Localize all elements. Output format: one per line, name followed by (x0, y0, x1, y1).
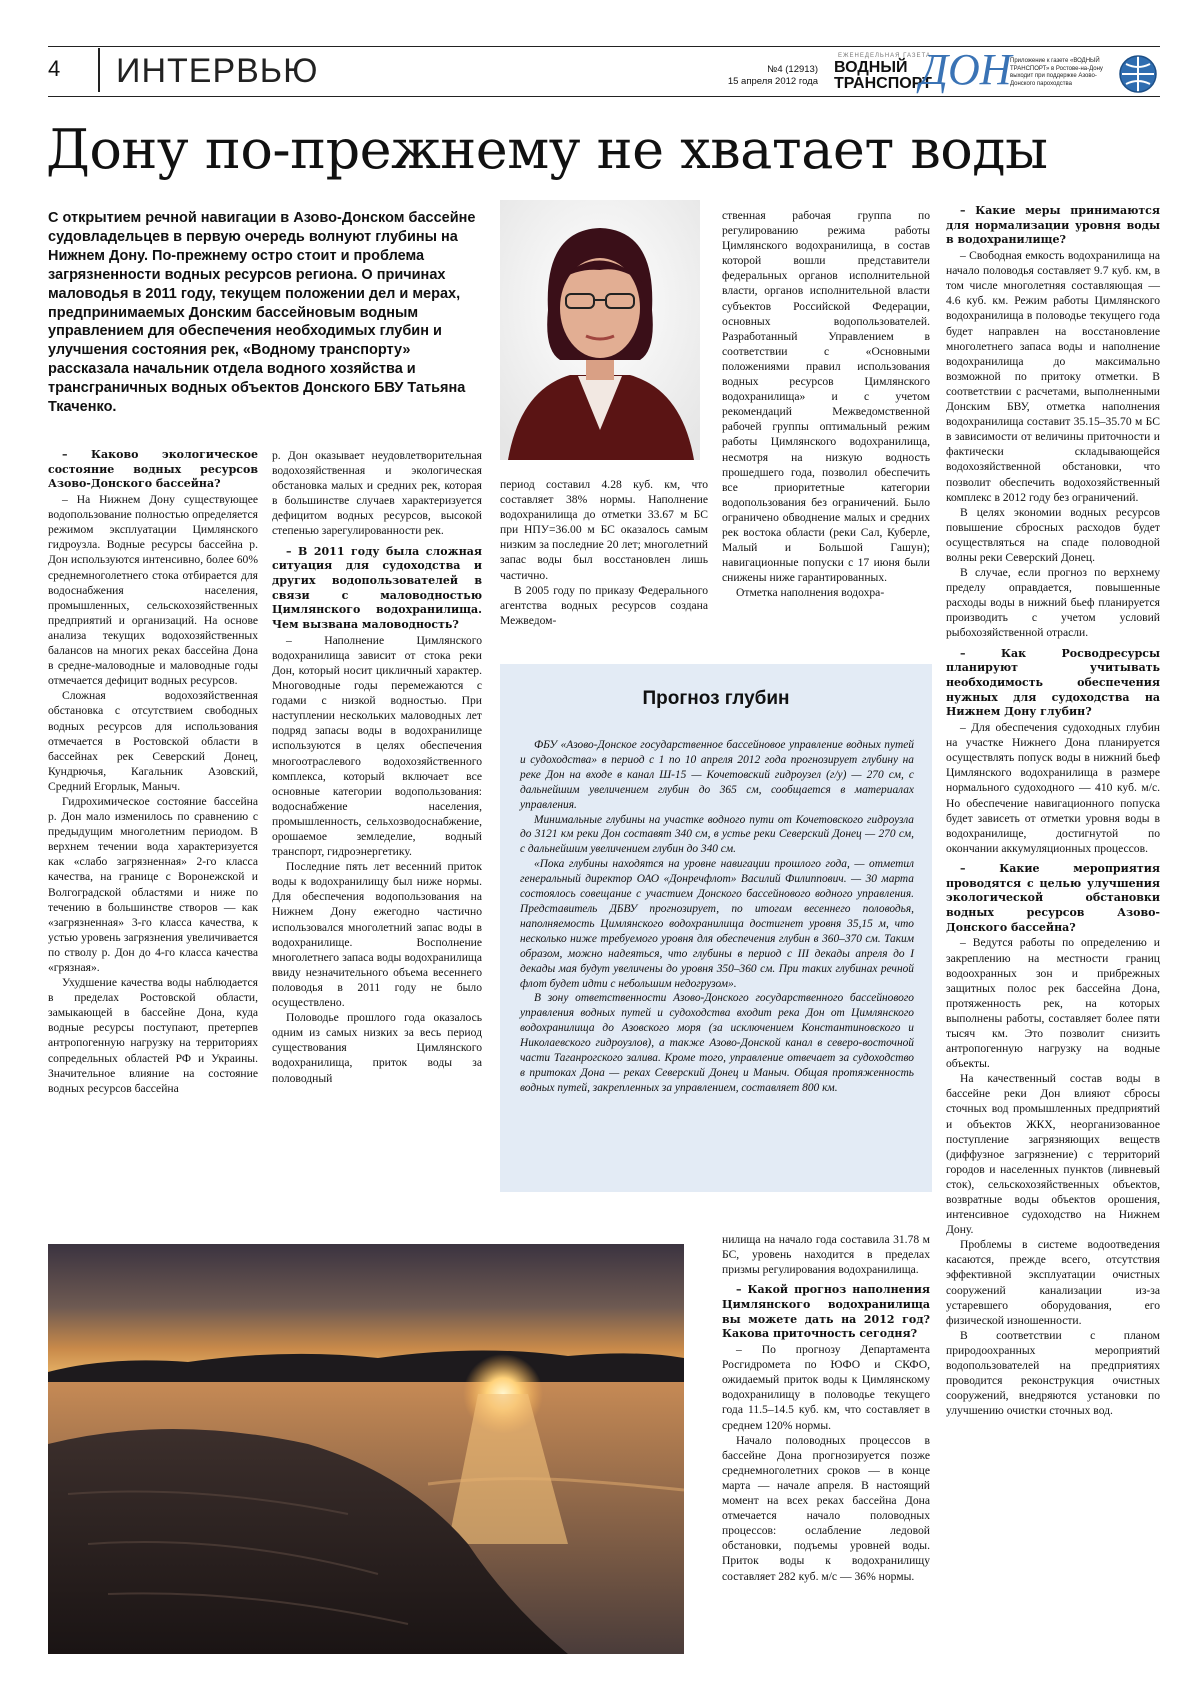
article-column-4 (722, 208, 930, 600)
logo-note: Приложение к газете «ВОДНЫЙ ТРАНСПОРТ» в Ростове-на-Дону выходит при поддержке Азово-Донского пароходства (1010, 58, 1103, 87)
logo-don: ДОН (920, 45, 1012, 94)
rubric-divider (98, 48, 100, 92)
paragraph: Половодье прошлого года оказалось одним из самых низких за весь период существования Цимлянского водохранилища, приток воды за половодный (272, 1011, 482, 1085)
sidebar-body (520, 738, 914, 1096)
globe-anchor-icon (1118, 54, 1158, 94)
article-column-5 (946, 204, 1160, 1418)
sidebar-paragraph: «Пока глубины находятся на уровне навигации прошлого года, — отметил генеральный директор ОАО «Донречфлот» Василий Филиппович. — 30 марта состоялось совещание с участием Донского бассейнового водного управления. Представитель ДБВУ прогнозирует, по итогам весеннего половодья, наполняемость Цимлянского водохранилища достигнет уровня 35,15 м, что несколько ниже требуемого уровня для обеспечения глубин в 360–370 см. Таким образом, можно надеяться, что глубины в период с III декады апреля до I декады мая будут увеличены до уровня 350–360 см. При таких глубинах речной флот будет идти с небольшим недогрузом». (520, 858, 914, 990)
paragraph: Сложная водохозяйственная обстановка с отсутствием свободных водных ресурсов для использования отмечается в Ростовской области в бассейнах рек Северский Донец, Кундрючья, Кагальник Азовский, Средний Егорлык, Маныч. (48, 689, 258, 793)
paragraph: В соответствии с планом природоохранных мероприятий водопользователей на предприятиях проводится реконструкция очистных сооружений, внедряются установки по улучшению очистки сточных вод. (946, 1328, 1160, 1418)
headline: Дону по-прежнему не хватает воды (46, 118, 1048, 181)
issue-date: 15 апреля 2012 года (727, 76, 818, 87)
paragraph: – Ведутся работы по определению и закреплению на местности границ водоохранных зон и прибрежных защитных полос рек бассейна Дона, протяженность рек, на которых выполнены работы, составляет более пяти тысяч км. Это позволит снизить антропогенную нагрузку на водные объекты. (946, 936, 1160, 1071)
paragraph: период составил 4.28 куб. км, что составляет 38% нормы. Наполнение водохранилища до отметки 33.67 м БС при НПУ=36.00 м БС оказалось самым низким за последние 20 лет; многолетний запас воды был восстановлен лишь частично. (500, 478, 708, 582)
logo-tagline: ЕЖЕНЕДЕЛЬНАЯ ГАЗЕТА (838, 53, 932, 59)
lead-paragraph: С открытием речной навигации в Азово-Донском бассейне судовладельцев в первую очередь волнуют глубины на Нижнем Дону. По-прежнему остро стоит и проблема загрязненности водных ресурсов региона. О причинах маловодья в 2011 году, текущем положении дел и мерах, предпринимаемых Донским бассейновым водным управлением для обеспечения необходимых глубин и улучшения состояния рек, «Водному транспорту» рассказала начальник отдела водного хозяйства и трансграничных водных объектов Донского БВУ Татьяна Ткаченко. (48, 210, 476, 416)
paragraph: Ухудшение качества воды наблюдается в пределах Ростовской области, замыкающей в бассейне Дона, куда водные ресурсы поступают, претерпев антропогенную нагрузку на территориях сопредельных областей РФ и Украины. Значительное влияние на состояние водных ресурсов бассейна (48, 976, 258, 1095)
header-bottom-rule (48, 96, 1160, 97)
sidebar-title: Прогноз глубин (642, 688, 790, 709)
sidebar-paragraph: В зону ответственности Азово-Донского государственного бассейнового управления водных путей и судоходства входит река Дон от Цимлянского водохранилища до Азовского моря (за исключением Константиновского и Николаевского гидроузлов), а также Азово-Донской канал в северо-восточной части Таганрогского залива. Кроме того, управление отвечает за судоходство в притоках Дона — реках Северский Донец и Маныч. Общая протяженность водных путей, закрепленных за управлением, составляет 800 км. (520, 992, 914, 1094)
article-column-1 (48, 448, 258, 1096)
question-1: – Каково экологическое состояние водных ресурсов Азово-Донского бассейна? (48, 448, 258, 491)
paragraph: Гидрохимическое состояние бассейна р. Дон мало изменилось по сравнению с предыдущим многолетним периодом. В верхнем течении вода характеризуется как «слабо загрязненная» 2-го класса качества, на границе с Воронежской и Волгоградской областями и ниже по течению в большинстве створов — как «загрязненная» 3-го класса качества, к устью уровень загрязнения увеличивается по стволу р. Дон до 4-го класса качества «грязная». (48, 794, 258, 975)
paragraph: В целях экономии водных ресурсов повышение сбросных расходов будет осуществляться на спаде половодной волны реки Северский Донец. (946, 505, 1160, 564)
newspaper-logo (834, 60, 932, 92)
question-3: – Какой прогноз наполнения Цимлянского водохранилища вы можете дать на 2012 год? Какова приточность сегодня? (722, 1283, 930, 1341)
sidebar-paragraph: ФБУ «Азово-Донское государственное бассейновое управление водных путей и судоходства» в период с 1 по 10 апреля 2012 года прогнозирует глубину на реке Дон на входе в канал Ш-15 — Кочетовский гидроузел (г/у) — 270 см, с дальнейшим увеличением глубин до 365 см, сообщается в материалах управления. (520, 739, 914, 811)
logo-word-vodny: ВОДНЫЙ (834, 59, 908, 76)
rubric-title: ИНТЕРВЬЮ (116, 52, 319, 90)
paragraph: Проблемы в системе водоотведения касаются, прежде всего, отсутствия эффективной эксплуатации очистных сооружений канализации из-за устаревшего оборудования, его физической изношенности. (946, 1238, 1160, 1327)
issue-info (690, 64, 818, 88)
question-5: – Как Росводресурсы планируют учитывать необходимость обеспечения нужных для судоходства на Нижнем Дону глубин? (946, 646, 1160, 719)
paragraph: На качественный состав воды в бассейне реки Дон влияют сбросы сточных вод промышленных предприятий и объектов ЖКХ, неорганизованное поступление загрязняющих веществ (диффузное загрязнение) с территорий городов и населенных пунктов (ливневый сток), сельскохозяйственных объектов, возвратные воды объектов орошения, интенсивное судоходство на Нижнем Дону. (946, 1072, 1160, 1237)
article-column-2 (272, 448, 482, 1086)
paragraph: – По прогнозу Департамента Росгидромета по ЮФО и СКФО, ожидаемый приток воды к Цимлянскому водохранилищу в половодье текущего года 11.5–14.5 куб. км, что составляет в среднем 120% нормы. (722, 1343, 930, 1432)
paragraph: Начало половодных процессов в бассейне Дона прогнозируется позже среднемноголетних сроков — в конце марта — начале апреля. В настоящий момент на всех реках бассейна Дона отмечается начало половодных процессов: ослабление ледовой обстановки, подъемы уровней воды. Приток воды к водохранилищу составляет 282 куб. м/с — 36% нормы. (722, 1433, 930, 1583)
sidebar-paragraph: Минимальные глубины на участке водного пути от Кочетовского гидроузла до 3121 км реки Дон составят 340 см, в устье реки Северский Донец — 270 см, с дальнейшим увеличением глубин до 340 см. (520, 813, 914, 856)
paragraph: Отметка наполнения водохра- (736, 586, 885, 600)
paragraph: – Для обеспечения судоходных глубин на участке Нижнего Дона планируется осуществлять попуск воды в нижний бьеф Цимлянского водохранилища в размере нормального судоходного — 410 куб. м/с. Но обеспечение навигационного попуска будет зависеть от отметки уровня воды в водохранилище, достигнутой по окончании аккумуляционных процессов. (946, 721, 1160, 855)
sunset-river-photo (48, 1244, 684, 1654)
paragraph: – На Нижнем Дону существующее водопользование полностью определяется режимом эксплуатации Цимлянского гидроузла. Водные ресурсы бассейна р. Дон используются интенсивно, более 60% среднемноголетнего стока отбирается для водоснабжения населения, промышленных, сельскохозяйственных предприятий и организаций. На основе анализа текущих водохозяйственных балансов на многих реках бассейна Дона в средне-маловодные и маловодные годы отмечается дефицит водных ресурсов. (48, 493, 258, 688)
paragraph: В 2005 году по приказу Федерального агентства водных ресурсов создана Межведом- (500, 583, 708, 627)
question-2: – В 2011 году была сложная ситуация для судоходства и других водопользователей в связи с маловодностью Цимлянского водохранилища. Чем вызвана маловодность? (272, 544, 482, 632)
paragraph: Последние пять лет весенний приток воды к водохранилищу был ниже нормы. Для обеспечения водопользования на Нижнем Дону ежегодно частично использовался многолетний запас воды в водохранилище. Восполнение многолетнего запаса воды водохранилища ввиду незначительного объема весеннего половодья в 2011 году не было осуществлено. (272, 860, 482, 1010)
article-column-4-continued (722, 1232, 930, 1584)
paragraph: В случае, если прогноз по верхнему пределу оправдается, повышенные расходы воды в нижний бьеф планируется производить с учетом условий рыбохозяйственной отрасли. (946, 566, 1160, 640)
question-4: – Какие меры принимаются для нормализации уровня воды в водохранилище? (946, 204, 1160, 247)
article-column-3 (500, 477, 708, 628)
logo-word-transport: ТРАНСПОРТ (834, 75, 932, 92)
paragraph: ственная рабочая группа по регулированию режима работы Цимлянского водохранилища, в состав которой вошли представители федеральных органов исполнительной власти, органов исполнительной власти субъектов Российской Федерации, основных водопользователей. Разработанный Управлением в соответствии с «Основными положениями правил использования водных ресурсов Цимлянского водохранилища» и с учетом рекомендаций Межведомственной рабочей группы оптимальный режим работы Цимлянского водохранилища, несмотря на низкую водность прошедшего года, позволил обеспечить все приоритетные категории водопользования без ограничений. Было ограничено обводнение малых и средних рек востока области (реки Сал, Куберле, Малый и Большой Гашун); навигационные попуски с 17 июня были снижены ниже гарантированных. (722, 209, 930, 585)
paragraph: нилища на начало года составила 31.78 м БС, уровень находится в пределах призмы регулирования водохранилища. (722, 1233, 930, 1277)
interviewee-portrait (500, 200, 700, 460)
sidebar-depth-forecast (500, 664, 932, 1192)
question-6: – Какие мероприятия проводятся с целью улучшения экологической обстановки водных ресурсов Азово-Донского бассейна? (946, 861, 1160, 934)
issue-number: №4 (12913) (767, 64, 818, 75)
paragraph: – Свободная емкость водохранилища на начало половодья составляет 9.7 куб. км, в том числе многолетняя составляющая — 4.6 куб. км. Режим работы Цимлянского водохранилища в половодье текущего года будет направлен на восстановление многолетнего запаса воды и наполнение водохранилища до максимально возможной по притоку отметки. В соответствии с расчетами, выполненными Донским БВУ, отметка наполнения водохранилища составит 35.15–35.70 м БС в зависимости от величины приточности и фактически складывающейся водохозяйственной обстановки, что позволит обеспечить водохозяйственный комплекс в 2012 году без ограничений. (946, 249, 1160, 504)
page-number: 4 (48, 56, 61, 81)
paragraph: – Наполнение Цимлянского водохранилища зависит от стока реки Дон, который носит цикличный характер. Многоводные годы перемежаются с годами с низкой водностью. При наступлении нескольких маловодных лет подряд запасы воды в водохранилище используются в целях обеспечения многоотраслевого водохозяйственного комплекса, который включает все основные категории водопользования: водоснабжение населения, промышленность, сельхозводоснабжение, орошаемое земледелие, водный транспорт, гидроэнергетику. (272, 633, 482, 859)
paragraph: р. Дон оказывает неудовлетворительная водохозяйственная и экологическая обстановка малых и средних рек, которая в большинстве случаев характеризуется дефицитом водных ресурсов, высокой степенью зарегулированности рек. (272, 449, 482, 538)
